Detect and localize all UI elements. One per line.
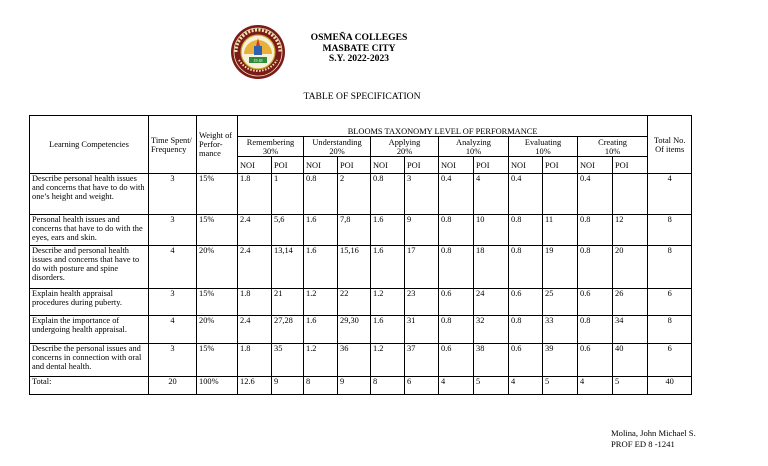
level-name: Understanding <box>312 137 362 147</box>
level-header <box>304 137 371 157</box>
noi-cell: 1.2 <box>304 344 338 377</box>
poi-header: POI <box>613 157 648 174</box>
level-header <box>509 137 578 157</box>
poi-cell: 19 <box>543 246 578 289</box>
poi-cell: 37 <box>405 344 439 377</box>
poi-cell: 17 <box>405 246 439 289</box>
poi-cell: 39 <box>543 344 578 377</box>
poi-cell: 5,6 <box>272 215 304 246</box>
table-row <box>30 344 692 377</box>
level-pct: 10% <box>535 146 551 156</box>
noi-cell: 1.8 <box>238 344 272 377</box>
weight-cell: 100% <box>197 377 238 395</box>
poi-cell: 35 <box>272 344 304 377</box>
table-row <box>30 174 692 215</box>
competency-cell: Explain the importance of undergoing health appraisal. <box>30 316 149 344</box>
poi-cell: 26 <box>613 289 648 316</box>
poi-cell: 9 <box>338 377 371 395</box>
weight-cell: 20% <box>197 316 238 344</box>
school-header <box>300 33 418 65</box>
noi-cell: 2.4 <box>238 215 272 246</box>
poi-cell: 2 <box>338 174 371 215</box>
col-header-time: Time Spent/ Frequency <box>149 116 197 174</box>
poi-cell <box>613 174 648 215</box>
weight-cell: 20% <box>197 246 238 289</box>
table-row <box>30 246 692 289</box>
time-cell: 3 <box>149 215 197 246</box>
poi-cell: 3 <box>405 174 439 215</box>
total-items-cell: 6 <box>648 344 692 377</box>
noi-header: NOI <box>439 157 474 174</box>
poi-cell: 1 <box>272 174 304 215</box>
poi-cell <box>543 174 578 215</box>
course-code: PROF ED 8 -1241 <box>611 439 675 449</box>
poi-cell: 25 <box>543 289 578 316</box>
noi-cell: 0.6 <box>439 289 474 316</box>
noi-cell: 1.2 <box>304 289 338 316</box>
poi-cell: 15,16 <box>338 246 371 289</box>
time-cell: 3 <box>149 344 197 377</box>
poi-cell: 6 <box>405 377 439 395</box>
noi-cell: 0.4 <box>578 174 613 215</box>
noi-cell: 1.2 <box>371 289 405 316</box>
noi-cell: 0.8 <box>578 246 613 289</box>
poi-cell: 22 <box>338 289 371 316</box>
poi-cell: 9 <box>272 377 304 395</box>
level-header <box>238 137 304 157</box>
signature-block <box>611 428 696 450</box>
noi-cell: 0.6 <box>509 344 543 377</box>
noi-cell: 12.6 <box>238 377 272 395</box>
noi-cell: 0.8 <box>439 316 474 344</box>
noi-cell: 1.6 <box>371 316 405 344</box>
level-header <box>371 137 439 157</box>
level-pct: 30% <box>262 146 279 156</box>
col-header-total: Total No. Of items <box>648 116 692 174</box>
total-items-cell: 8 <box>648 215 692 246</box>
noi-cell: 0.6 <box>509 289 543 316</box>
weight-cell: 15% <box>197 174 238 215</box>
noi-cell: 2.4 <box>238 316 272 344</box>
total-items-cell: 8 <box>648 246 692 289</box>
poi-cell: 23 <box>405 289 439 316</box>
poi-cell: 21 <box>272 289 304 316</box>
noi-header: NOI <box>371 157 405 174</box>
noi-cell: 1.6 <box>304 215 338 246</box>
poi-cell: 32 <box>474 316 509 344</box>
level-pct: 20% <box>329 146 345 156</box>
level-name: Creating <box>598 137 627 147</box>
table-row <box>30 316 692 344</box>
noi-cell: 0.6 <box>439 344 474 377</box>
competency-cell: Total: <box>30 377 149 395</box>
noi-cell: 4 <box>439 377 474 395</box>
col-header-weight: Weight of Perfor-mance <box>197 116 238 174</box>
poi-cell: 4 <box>474 174 509 215</box>
poi-header: POI <box>338 157 371 174</box>
level-header <box>578 137 648 157</box>
poi-header: POI <box>272 157 304 174</box>
noi-cell: 1.6 <box>371 246 405 289</box>
noi-cell: 0.6 <box>578 289 613 316</box>
level-pct: 20% <box>396 146 413 156</box>
competency-cell: Personal health issues and concerns that have to do with the eyes, ears and skin. <box>30 215 149 246</box>
time-cell: 4 <box>149 246 197 289</box>
document-title: TABLE OF SPECIFICATION <box>303 91 421 102</box>
poi-cell: 5 <box>543 377 578 395</box>
noi-cell: 1.6 <box>371 215 405 246</box>
total-items-cell: 4 <box>648 174 692 215</box>
noi-cell: 0.8 <box>578 316 613 344</box>
level-name: Analyzing <box>456 137 491 147</box>
poi-cell: 24 <box>474 289 509 316</box>
weight-cell: 15% <box>197 289 238 316</box>
poi-cell: 10 <box>474 215 509 246</box>
noi-cell: 8 <box>304 377 338 395</box>
specification-table <box>29 115 692 395</box>
time-cell: 3 <box>149 174 197 215</box>
poi-cell: 18 <box>474 246 509 289</box>
noi-cell: 0.8 <box>578 215 613 246</box>
noi-cell: 1.6 <box>304 316 338 344</box>
poi-cell: 13,14 <box>272 246 304 289</box>
level-pct: 10% <box>604 146 621 156</box>
poi-cell: 34 <box>613 316 648 344</box>
poi-header: POI <box>405 157 439 174</box>
level-name: Evaluating <box>524 137 562 147</box>
poi-cell: 36 <box>338 344 371 377</box>
noi-cell: 0.8 <box>509 246 543 289</box>
poi-cell: 27,28 <box>272 316 304 344</box>
level-pct: 10% <box>465 146 482 156</box>
level-header <box>439 137 509 157</box>
college-seal-logo <box>230 24 286 80</box>
poi-header: POI <box>543 157 578 174</box>
noi-cell: 4 <box>578 377 613 395</box>
poi-cell: 29,30 <box>338 316 371 344</box>
competency-cell: Explain health appraisal procedures during puberty. <box>30 289 149 316</box>
total-items-cell: 40 <box>648 377 692 395</box>
noi-cell: 0.6 <box>578 344 613 377</box>
table-row <box>30 289 692 316</box>
total-row <box>30 377 692 395</box>
poi-cell: 5 <box>474 377 509 395</box>
poi-cell: 20 <box>613 246 648 289</box>
noi-cell: 1.8 <box>238 289 272 316</box>
noi-cell: 1.8 <box>238 174 272 215</box>
school-year: S.Y. 2022-2023 <box>328 53 390 64</box>
poi-cell: 7,8 <box>338 215 371 246</box>
noi-header: NOI <box>238 157 272 174</box>
weight-cell: 15% <box>197 215 238 246</box>
competency-cell: Describe personal health issues and concerns that have to do with one’s height and weight. <box>30 174 149 215</box>
noi-cell: 0.8 <box>439 246 474 289</box>
author-name: Molina, John Michael S. <box>611 428 696 438</box>
blooms-header: BLOOMS TAXONOMY LEVEL OF PERFORMANCE <box>238 116 648 137</box>
level-name: Applying <box>388 137 421 147</box>
competency-cell: Describe the personal issues and concerns in connection with oral and dental health. <box>30 344 149 377</box>
total-items-cell: 8 <box>648 316 692 344</box>
noi-cell: 0.4 <box>439 174 474 215</box>
poi-cell: 31 <box>405 316 439 344</box>
noi-cell: 0.8 <box>371 174 405 215</box>
noi-cell: 8 <box>371 377 405 395</box>
weight-cell: 15% <box>197 344 238 377</box>
poi-cell: 40 <box>613 344 648 377</box>
time-cell: 3 <box>149 289 197 316</box>
poi-cell: 11 <box>543 215 578 246</box>
college-city: MASBATE CITY <box>322 42 396 54</box>
svg-text:19 48: 19 48 <box>253 58 263 63</box>
col-header-competencies: Learning Competencies <box>30 116 149 174</box>
noi-header: NOI <box>304 157 338 174</box>
noi-cell: 0.8 <box>509 215 543 246</box>
noi-cell: 2.4 <box>238 246 272 289</box>
poi-cell: 33 <box>543 316 578 344</box>
time-cell: 20 <box>149 377 197 395</box>
table-row <box>30 215 692 246</box>
noi-cell: 0.8 <box>304 174 338 215</box>
noi-header: NOI <box>509 157 543 174</box>
poi-cell: 38 <box>474 344 509 377</box>
college-name: OSMEÑA COLLEGES <box>310 32 408 43</box>
noi-cell: 1.6 <box>304 246 338 289</box>
noi-header: NOI <box>578 157 613 174</box>
noi-cell: 4 <box>509 377 543 395</box>
time-cell: 4 <box>149 316 197 344</box>
poi-cell: 9 <box>405 215 439 246</box>
poi-header: POI <box>474 157 509 174</box>
noi-cell: 1.2 <box>371 344 405 377</box>
noi-cell: 0.8 <box>509 316 543 344</box>
poi-cell: 12 <box>613 215 648 246</box>
total-items-cell: 6 <box>648 289 692 316</box>
level-name: Remembering <box>246 137 295 147</box>
poi-cell: 5 <box>613 377 648 395</box>
competency-cell: Describe and personal health issues and concerns that have to do with posture and spine disorders. <box>30 246 149 289</box>
noi-cell: 0.8 <box>439 215 474 246</box>
noi-cell: 0.4 <box>509 174 543 215</box>
